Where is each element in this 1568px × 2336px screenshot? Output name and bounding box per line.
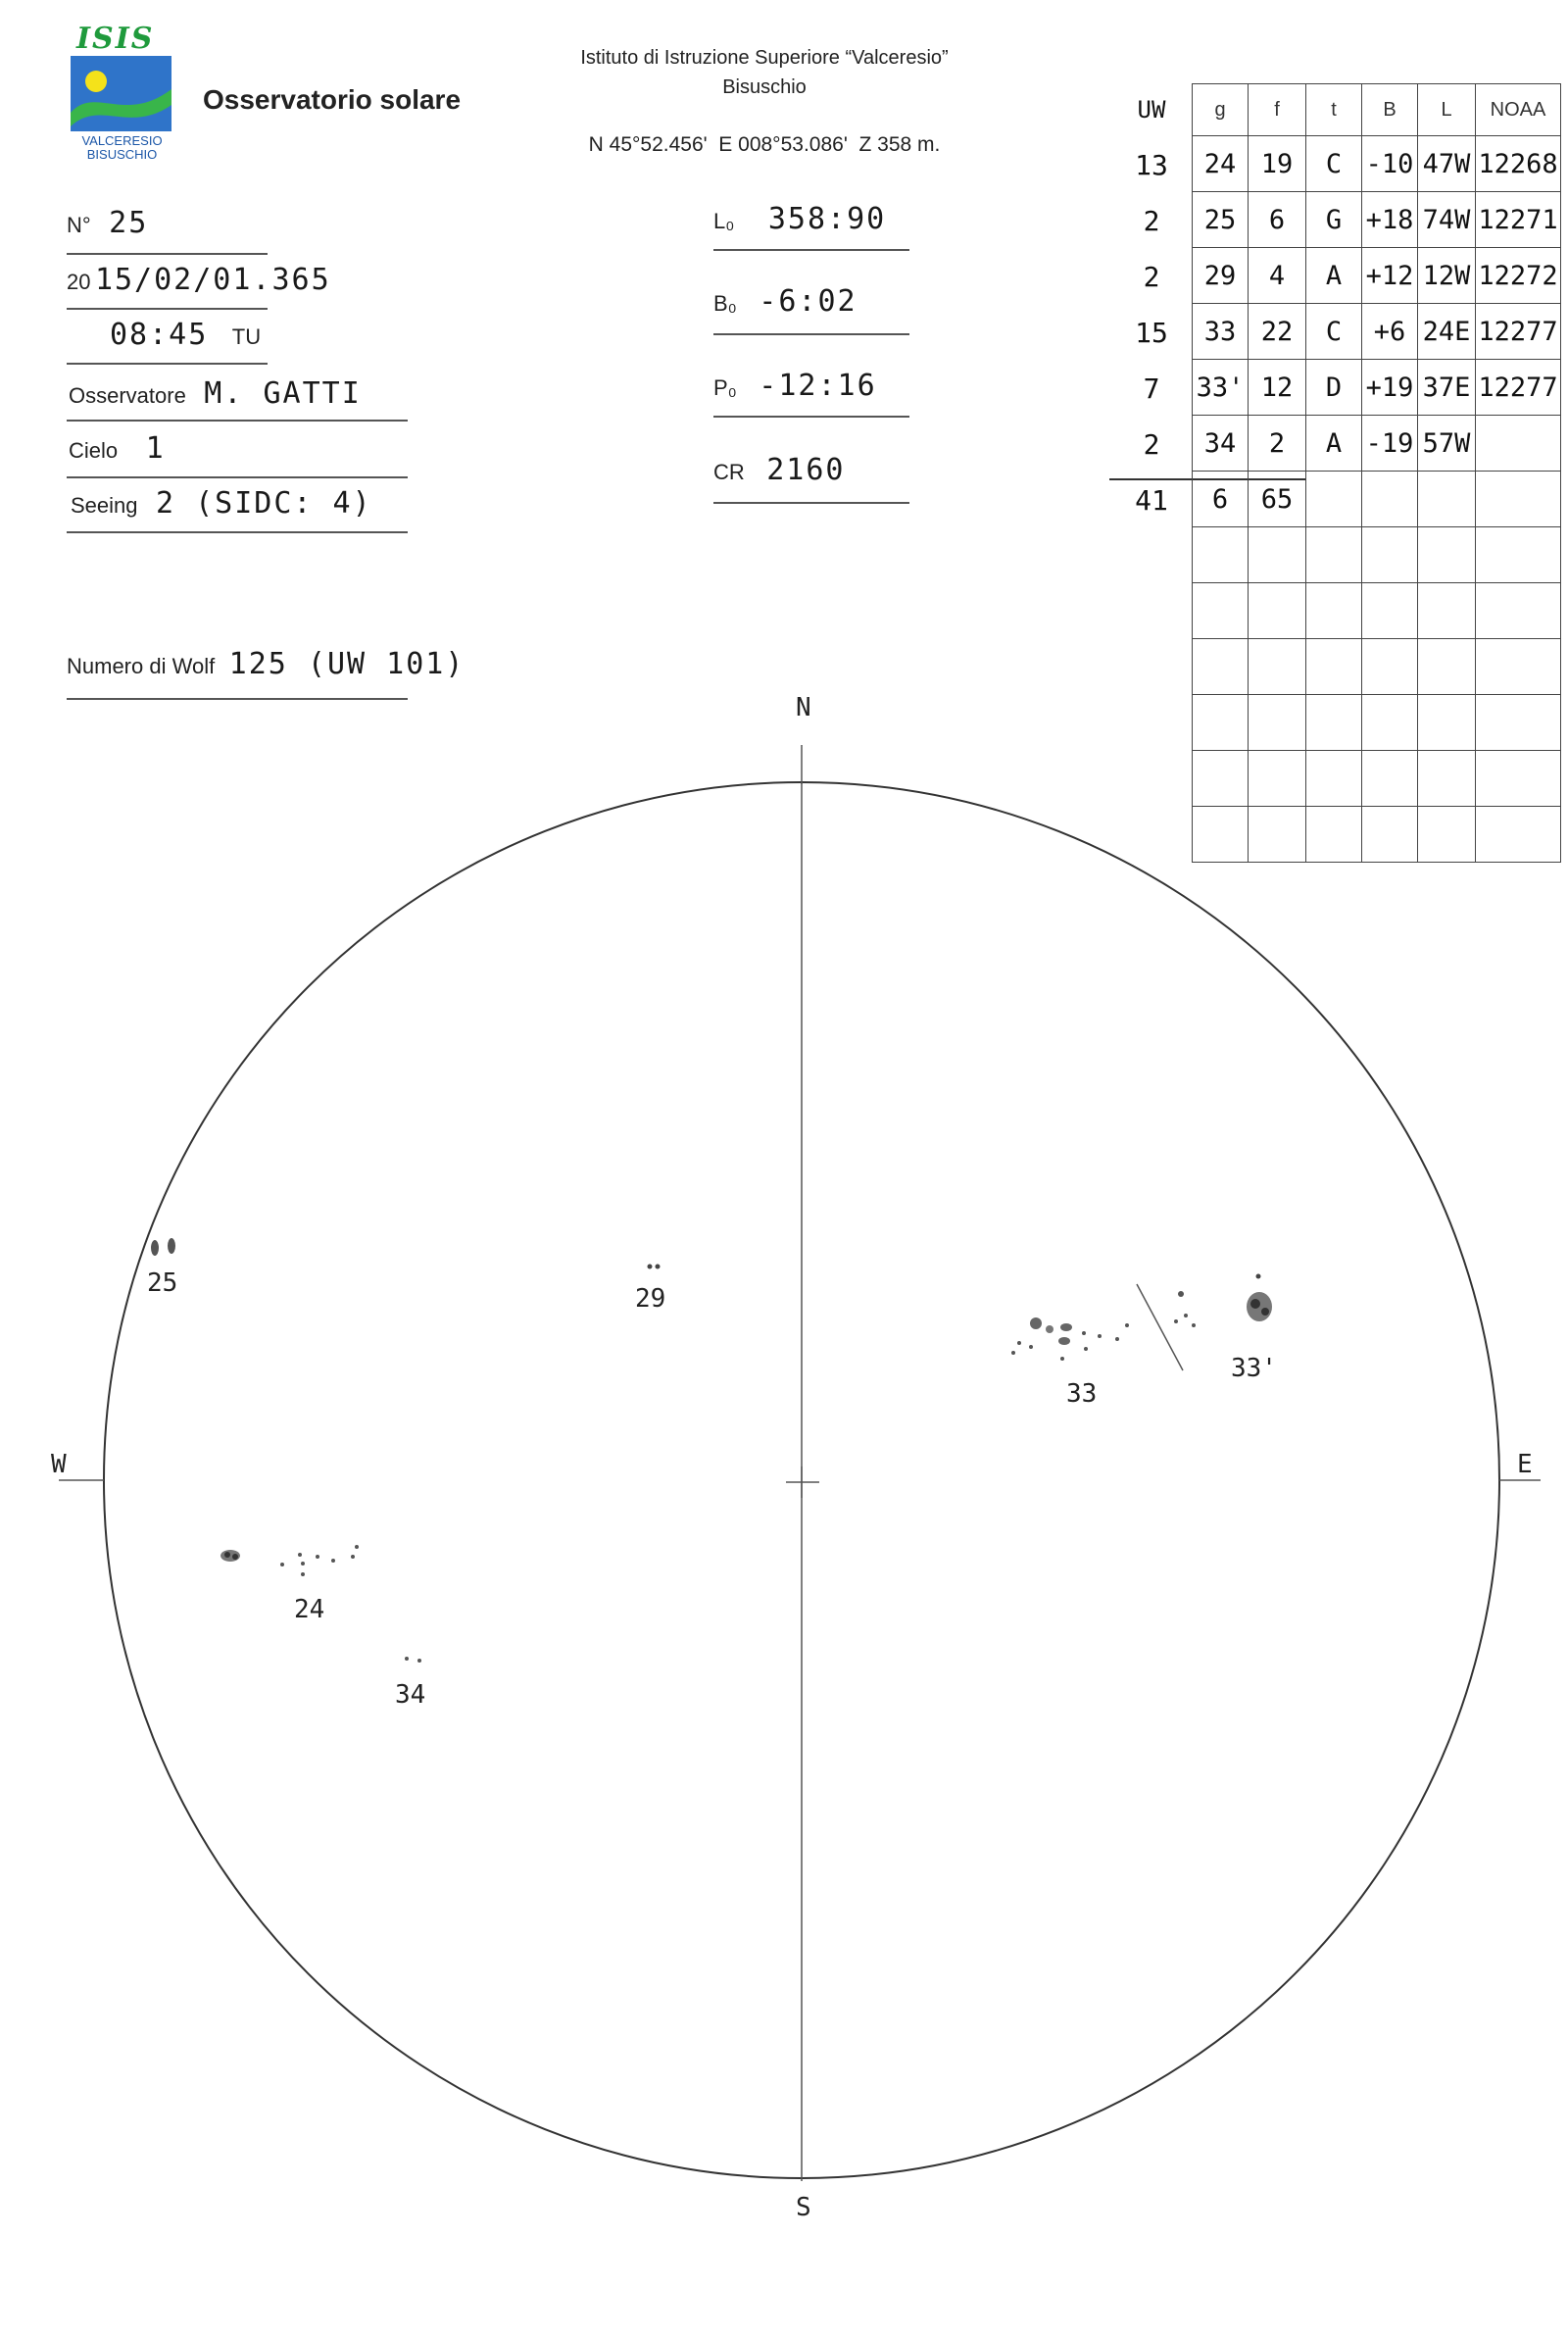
uw-header: UW: [1137, 96, 1166, 124]
table-cell: [1362, 472, 1418, 527]
table-cell: 24E: [1418, 304, 1476, 360]
table-cell: 12: [1249, 360, 1306, 416]
table-cell: D: [1306, 360, 1362, 416]
seeing-field: [71, 486, 372, 521]
b0-value: -6:02: [759, 284, 858, 319]
group-33-divider: [1137, 1284, 1183, 1370]
uw-value: 2: [1143, 205, 1160, 237]
cr-value: 2160: [766, 453, 846, 487]
table-cell: [1476, 416, 1561, 472]
cr-field: [713, 453, 845, 487]
institute-name: Istituto di Istruzione Superiore “Valceresio”: [580, 47, 949, 69]
b0-field: [713, 284, 858, 319]
table-cell: [1249, 583, 1306, 639]
table-cell: +6: [1362, 304, 1418, 360]
uw-value: 2: [1143, 428, 1160, 461]
b0-label: B₀: [713, 291, 737, 316]
logo-subtitle-2: BISUSCHIO: [86, 147, 158, 162]
table-cell: +19: [1362, 360, 1418, 416]
table-row: [1193, 248, 1561, 304]
cr-rule: [713, 502, 909, 504]
table-cell: 6: [1249, 192, 1306, 248]
table-row: [1193, 136, 1561, 192]
table-cell: +18: [1362, 192, 1418, 248]
table-cell: [1476, 583, 1561, 639]
west-label: W: [51, 1450, 67, 1479]
logo-wordmark: ISIS: [76, 22, 155, 56]
table-totals-row: [1193, 472, 1561, 527]
table-cell: 4: [1249, 248, 1306, 304]
number-value: 25: [109, 206, 149, 240]
sunspot-group-24: [220, 1545, 359, 1624]
group-label-24: 24: [294, 1595, 325, 1624]
time-unit: TU: [231, 324, 262, 349]
uw-value: 41: [1135, 484, 1168, 517]
solar-disk-drawing: [0, 667, 1568, 2284]
table-empty-row: [1193, 583, 1561, 639]
table-cell: [1418, 583, 1476, 639]
sky-rule: [67, 476, 408, 478]
observer-value: M. GATTI: [204, 376, 362, 411]
column-header: B: [1362, 84, 1418, 136]
sky-value: 1: [145, 431, 166, 466]
table-cell: +12: [1362, 248, 1418, 304]
seeing-value: 2 (SIDC: 4): [155, 486, 372, 521]
table-cell: 57W: [1418, 416, 1476, 472]
date-value: 15/02/01.365: [94, 263, 331, 297]
logo-subtitle-1: VALCERESIO: [81, 133, 163, 148]
logo-emblem: [71, 56, 172, 131]
table-cell: 47W: [1418, 136, 1476, 192]
uw-value: 13: [1135, 149, 1168, 181]
table-cell: [1362, 583, 1418, 639]
time-value: 08:45: [110, 318, 209, 352]
south-label: S: [796, 2193, 811, 2222]
sunspot-group-34: [395, 1657, 425, 1710]
page-title: Osservatorio solare: [203, 84, 462, 115]
logo-graphic: [71, 56, 172, 131]
table-cell: [1306, 583, 1362, 639]
l0-label: L₀: [713, 209, 735, 233]
group-label-33: 33: [1066, 1379, 1098, 1409]
table-cell: 25: [1193, 192, 1249, 248]
column-header: g: [1193, 84, 1249, 136]
table-cell: 34: [1193, 416, 1249, 472]
observatory-coordinates: N 45°52.456' E 008°53.086' Z 358 m.: [588, 133, 941, 156]
north-label: N: [796, 693, 811, 722]
table-cell: 12W: [1418, 248, 1476, 304]
table-cell: 22: [1249, 304, 1306, 360]
table-cell: 37E: [1418, 360, 1476, 416]
table-row: [1193, 304, 1561, 360]
observer-field: [69, 376, 362, 411]
table-cell: 33: [1193, 304, 1249, 360]
wolf-value: 125 (UW 101): [228, 647, 466, 681]
number-label: N°: [67, 213, 91, 237]
table-cell: [1362, 527, 1418, 583]
sunspot-group-25: [147, 1238, 177, 1298]
table-cell: [1306, 472, 1362, 527]
column-header: t: [1306, 84, 1362, 136]
table-cell: 12277: [1476, 360, 1561, 416]
table-cell: [1306, 527, 1362, 583]
table-cell: A: [1306, 248, 1362, 304]
p0-value: -12:16: [759, 369, 877, 403]
l0-value: 358:90: [767, 202, 887, 236]
table-cell: C: [1306, 136, 1362, 192]
group-label-29: 29: [635, 1284, 666, 1314]
table-cell: G: [1306, 192, 1362, 248]
time-field: [110, 318, 261, 352]
sky-label: Cielo: [69, 438, 119, 463]
l0-field: [713, 202, 886, 236]
p0-label: P₀: [713, 375, 737, 400]
observer-label: Osservatore: [69, 383, 186, 408]
column-header: L: [1418, 84, 1476, 136]
b0-rule: [713, 333, 909, 335]
table-cell: 12272: [1476, 248, 1561, 304]
table-cell: [1476, 472, 1561, 527]
table-cell: [1418, 527, 1476, 583]
seeing-label: Seeing: [71, 493, 138, 518]
column-header: NOAA: [1476, 84, 1561, 136]
sky-field: [69, 431, 166, 466]
p0-rule: [713, 416, 909, 418]
table-cell: [1418, 472, 1476, 527]
east-label: E: [1517, 1450, 1533, 1479]
table-row: [1193, 192, 1561, 248]
table-cell: A: [1306, 416, 1362, 472]
sunspot-group-29: [635, 1265, 665, 1315]
observer-rule: [67, 420, 408, 422]
institute-town: Bisuschio: [722, 76, 807, 98]
group-label-33-prime: 33': [1231, 1354, 1277, 1383]
table-cell: 2: [1249, 416, 1306, 472]
uw-value: 7: [1143, 373, 1160, 405]
number-field: [67, 206, 148, 240]
table-empty-row: [1193, 527, 1561, 583]
sunspot-group-33-prime: [1174, 1274, 1277, 1384]
table-cell: [1193, 583, 1249, 639]
seeing-rule: [67, 531, 408, 533]
uw-value: 15: [1135, 317, 1168, 349]
table-cell: 29: [1193, 248, 1249, 304]
table-cell: 12268: [1476, 136, 1561, 192]
table-cell: [1476, 527, 1561, 583]
table-cell: [1249, 527, 1306, 583]
table-row: [1193, 360, 1561, 416]
wolf-label: Numero di Wolf: [67, 654, 216, 678]
table-cell: 19: [1249, 136, 1306, 192]
time-rule: [67, 363, 268, 365]
l0-rule: [713, 249, 909, 251]
table-cell: C: [1306, 304, 1362, 360]
number-rule: [67, 253, 268, 255]
p0-field: [713, 369, 877, 403]
sunspot-group-33: [1011, 1284, 1183, 1409]
table-cell: 24: [1193, 136, 1249, 192]
table-cell: -19: [1362, 416, 1418, 472]
column-header: f: [1249, 84, 1306, 136]
table-cell: 74W: [1418, 192, 1476, 248]
date-prefix: 20: [67, 270, 91, 294]
uw-value: 2: [1143, 261, 1160, 293]
table-row: [1193, 416, 1561, 472]
table-cell: [1193, 527, 1249, 583]
cr-label: CR: [713, 460, 745, 484]
table-cell: 65: [1249, 472, 1306, 527]
date-field: [67, 263, 331, 297]
table-cell: 12271: [1476, 192, 1561, 248]
table-header-row: [1193, 84, 1561, 136]
table-cell: 12277: [1476, 304, 1561, 360]
date-rule: [67, 308, 268, 310]
table-cell: 6: [1193, 472, 1249, 527]
table-cell: -10: [1362, 136, 1418, 192]
group-label-34: 34: [395, 1680, 426, 1710]
table-cell: 33': [1193, 360, 1249, 416]
group-label-25: 25: [147, 1268, 178, 1298]
